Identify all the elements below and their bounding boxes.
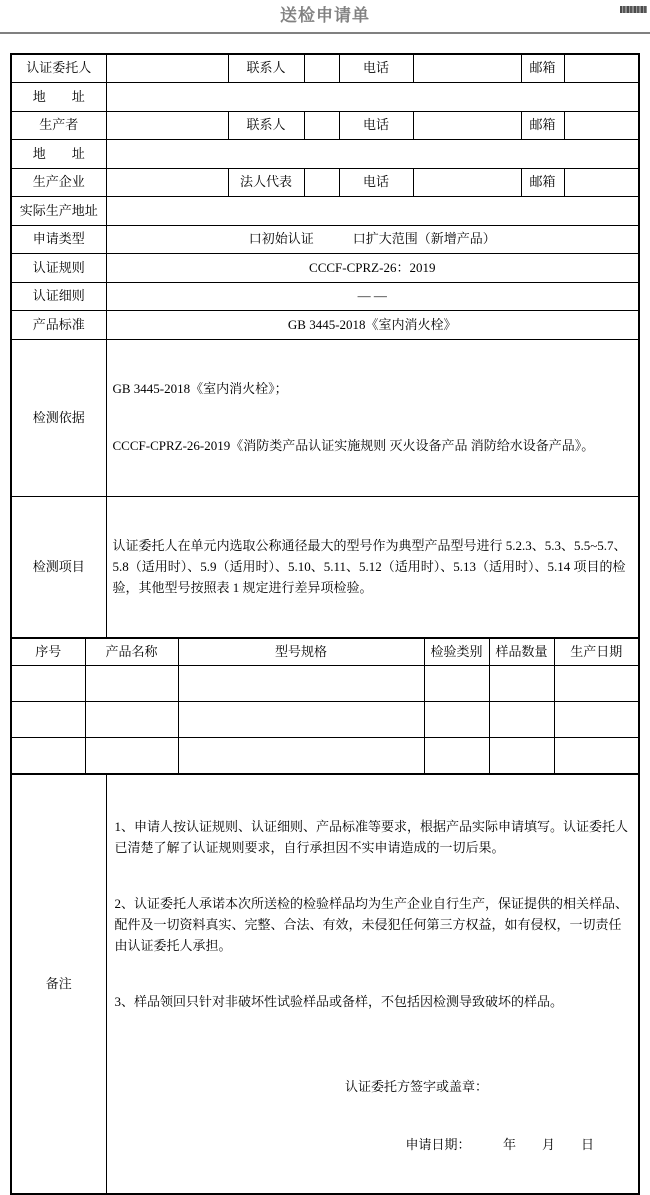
client-address-value [106,82,639,111]
producer-email-value [564,111,639,139]
product-1-inspection-type [424,666,489,702]
producer-value [106,111,228,139]
remark-content [106,774,639,1194]
testing-basis-line1: GB 3445-2018《室内消火栓》； [112,380,288,396]
row-producer [11,111,639,139]
product-1-date [554,666,639,702]
corner-watermark-image [620,6,647,13]
certification-detail-value: — — [106,282,639,310]
product-standard-value: GB 3445-2018《室内消火栓》 [106,310,639,339]
row-certification-client [11,54,639,82]
product-2-model [178,702,424,738]
producer-email-label: 邮箱 [521,111,564,139]
certification-rule-value: CCCF-CPRZ-26：2019 [106,253,639,282]
info-table [10,53,640,639]
producer-phone-value [413,111,521,139]
remark-item-1: 1、申请人按认证规则、认证细则、产品标准等要求，根据产品实际申请填写。认证委托人已清楚了解了认证规则要求，自行承担因不实申请造成的一切后果。 [114,818,629,855]
remark-label: 备注 [11,774,106,1194]
testing-items-label: 检测项目 [11,497,106,638]
producer-contact-label: 联系人 [228,111,304,139]
product-2-quantity [489,702,554,738]
header-inspection-type: 检验类别 [424,638,489,666]
signature-or-seal-line: 认证委托方签字或盖章： [344,1079,488,1095]
product-3-serial [11,738,85,774]
certification-detail-label: 认证细则 [11,282,106,310]
application-form [10,53,638,1195]
row-producer-address [11,139,639,168]
title-divider [0,32,650,34]
header-product-name: 产品名称 [85,638,178,666]
client-contact-label: 联系人 [228,54,304,82]
product-2-inspection-type [424,702,489,738]
product-table [10,637,640,775]
product-2-serial [11,702,85,738]
row-testing-basis [11,339,639,497]
page-title: 送检申请单 [280,6,370,25]
row-actual-production-address [11,196,639,225]
row-testing-items [11,497,639,638]
product-3-inspection-type [424,738,489,774]
manufacturer-value [106,168,228,196]
row-manufacturer [11,168,639,196]
product-table-header-row [11,638,639,666]
client-address-label: 地 址 [11,82,106,111]
client-phone-value [413,54,521,82]
client-email-value [564,54,639,82]
producer-contact-value [304,111,339,139]
row-application-type [11,225,639,253]
product-3-name [85,738,178,774]
producer-address-label: 地 址 [11,139,106,168]
product-1-serial [11,666,85,702]
header-serial-number: 序号 [11,638,85,666]
legal-representative-value [304,168,339,196]
client-email-label: 邮箱 [521,54,564,82]
testing-basis-line2: CCCF-CPRZ-26-2019《消防类产品认证实施规则 灭火设备产品 消防给水设备产品》。 [112,438,595,454]
manufacturer-email-value [564,168,639,196]
remark-table [10,773,640,1195]
actual-production-address-label: 实际生产地址 [11,196,106,225]
document-page [0,6,650,1153]
manufacturer-phone-value [413,168,521,196]
product-1-model [178,666,424,702]
producer-label: 生产者 [11,111,106,139]
row-certification-detail [11,282,639,310]
product-row-1 [11,666,639,702]
producer-phone-label: 电话 [339,111,413,139]
manufacturer-email-label: 邮箱 [521,168,564,196]
testing-items-paragraph: 认证委托人在单元内选取公称通径最大的型号作为典型产品型号进行 5.2.3、5.3、5.5~5.7、5.8（适用时）、5.9（适用时）、5.10、5.11、5.12（适用时）、5.13（适用时）、5.14 项目的检验，其他型号按照表 1 规定进行差异项检验。 [112,538,627,596]
product-3-date [554,738,639,774]
certification-rule-label: 认证规则 [11,253,106,282]
actual-production-address-value [106,196,639,225]
client-label: 认证委托人 [11,54,106,82]
row-client-address [11,82,639,111]
product-2-date [554,702,639,738]
product-1-name [85,666,178,702]
row-certification-rule [11,253,639,282]
product-row-3 [11,738,639,774]
application-type-options: 口初始认证 口扩大范围（新增产品） [106,225,639,253]
testing-basis-label: 检测依据 [11,339,106,497]
manufacturer-label: 生产企业 [11,168,106,196]
application-date-line: 申请日期： 年 月 日 [405,1137,594,1153]
testing-items-value [106,497,639,638]
remark-row [11,774,639,1194]
header-sample-quantity: 样品数量 [489,638,554,666]
client-value [106,54,228,82]
product-row-2 [11,702,639,738]
testing-basis-value [106,339,639,497]
manufacturer-phone-label: 电话 [339,168,413,196]
product-3-model [178,738,424,774]
application-type-label: 申请类型 [11,225,106,253]
legal-representative-label: 法人代表 [228,168,304,196]
product-3-quantity [489,738,554,774]
header-model-spec: 型号规格 [178,638,424,666]
remark-item-3: 3、样品领回只针对非破坏性试验样品或备样，不包括因检测导致破坏的样品。 [114,994,564,1010]
product-2-name [85,702,178,738]
remark-item-2: 2、认证委托人承诺本次所送检的检验样品均为生产企业自行生产，保证提供的相关样品、配件及一切资料真实、完整、合法、有效，未侵犯任何第三方权益，如有侵权，一切责任由认证委托人承担。 [114,895,629,953]
producer-address-value [106,139,639,168]
product-1-quantity [489,666,554,702]
row-product-standard [11,310,639,339]
client-phone-label: 电话 [339,54,413,82]
header-production-date: 生产日期 [554,638,639,666]
product-standard-label: 产品标准 [11,310,106,339]
client-contact-value [304,54,339,82]
